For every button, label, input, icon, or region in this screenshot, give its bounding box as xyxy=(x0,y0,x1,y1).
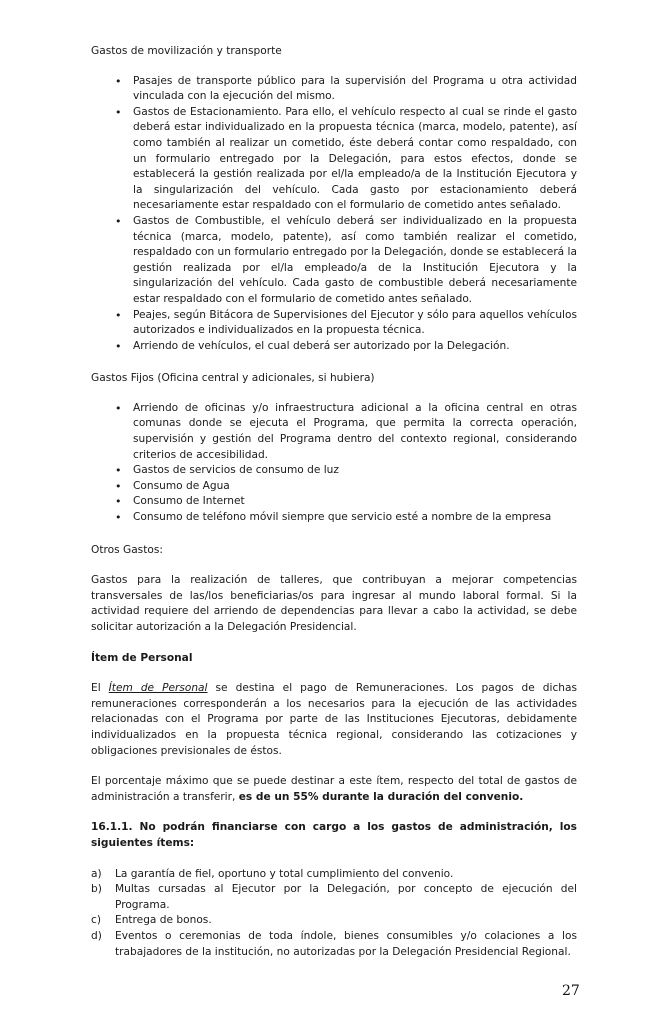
list-item: • Consumo de teléfono móvil siempre que servicio esté a nombre de la empresa xyxy=(91,510,577,526)
section-16-1-1-heading: 16.1.1. No podrán financiarse con cargo a los gastos de administración, los siguientes ítems: xyxy=(91,821,577,849)
list-item xyxy=(91,913,577,929)
personnel-p1-rest: se destina el pago de Remuneraciones. Los pagos de dichas remuneraciones corresponderán a los necesarios para la ejecución de las actividades relacionadas con el Programa por parte de las Instituciones Ejecutoras, debidamente individualizados en la propuesta técnica regional, considerando las cotizaciones y obligaciones previsionales de éstos. xyxy=(91,682,577,757)
list-item: • Gastos de Estacionamiento. Para ello, el vehículo respecto al cual se rinde el gasto deberá estar individualizado en la propuesta técnica (marca, modelo, patente), así como también al realizar un cometido, éste deberá contar como respaldado, con un formulario entregado por la Delegación, para estos efectos, donde se establecerá la gestión realizada por el/la empleado/a de la Institución Ejecutora y la singularización del vehículo. Cada gasto por estacionamiento deberá necesariamente estar respaldado con el formulario de cometido antes señalado. xyxy=(91,105,577,214)
personnel-paragraph-1 xyxy=(91,681,577,759)
transport-heading: Gastos de movilización y transporte xyxy=(91,45,282,57)
list-item: • Gastos de Combustible, el vehículo deberá ser individualizado en la propuesta técnica (marca, modelo, patente), así como también realizar el cometido, respaldado con un formulario entregado por la Delegación, donde se establecerá la gestión realizada por el/la empleado/a de la Institución Ejecutora y la singularización del vehículo. Cada gasto de combustible deberá necesariamente estar respaldado con el formulario de cometido antes señalado. xyxy=(91,214,577,308)
list-item-text: Eventos o ceremonias de toda índole, bienes consumibles y/o colaciones a los trabajadores de la institución, no autorizadas por la Delegación Presidencial Regional. xyxy=(115,929,577,958)
list-marker: a) xyxy=(91,867,102,880)
other-costs-paragraph: Gastos para la realización de talleres, que contribuyan a mejorar competencias transversales de las/los beneficiarias/os para ingresar al mundo laboral formal. Si la actividad requiere del arriendo de dependencias para llevar a cabo la actividad, se debe solicitar autorización a la Delegación Presidencial. xyxy=(91,574,577,633)
list-item: • Arriendo de oficinas y/o infraestructura adicional a la oficina central en otras comunas donde se ejecuta el Programa, que permita la correcta operación, supervisión y gestión del Programa dentro del contexto regional, considerando criterios de accesibilidad. xyxy=(91,401,577,463)
list-marker: c) xyxy=(91,914,101,927)
list-item-text: Entrega de bonos. xyxy=(115,914,212,927)
personnel-p1-prefix: El xyxy=(91,682,109,695)
list-item-text: Multas cursadas al Ejecutor por la Delegación, por concepto de ejecución del Programa. xyxy=(115,883,577,911)
personnel-p2-text: El porcentaje máximo que se puede destinar a este ítem, respecto del total de gastos de administración a transferir, xyxy=(91,775,577,803)
transport-list xyxy=(91,74,577,355)
personnel-heading: Ítem de Personal xyxy=(91,651,193,664)
list-item xyxy=(91,882,577,913)
exclusions-list xyxy=(91,867,577,961)
list-item: • Arriendo de vehículos, el cual deberá ser autorizado por la Delegación. xyxy=(91,339,577,355)
personnel-p2-bold: es de un 55% durante la duración del convenio. xyxy=(238,790,524,803)
list-item: • Consumo de Agua xyxy=(91,479,577,495)
other-costs-heading: Otros Gastos: xyxy=(91,543,163,556)
list-marker: d) xyxy=(91,929,102,942)
list-item: • Peajes, según Bitácora de Supervisiones del Ejecutor y sólo para aquellos vehículos autorizados e individualizados en la propuesta técnica. xyxy=(91,308,577,339)
list-item: • Consumo de Internet xyxy=(91,494,577,510)
fixed-costs-heading: Gastos Fijos (Oficina central y adicionales, si hubiera) xyxy=(91,372,375,385)
list-item: • Pasajes de transporte público para la supervisión del Programa u otra actividad vinculada con la ejecución del mismo. xyxy=(91,74,577,105)
page-number: 27 xyxy=(562,983,580,999)
list-marker: b) xyxy=(91,883,102,896)
page-content xyxy=(91,44,577,960)
list-item xyxy=(91,867,577,883)
personnel-paragraph-2 xyxy=(91,774,577,805)
personnel-term: Ítem de Personal xyxy=(108,682,208,695)
list-item-text: La garantía de fiel, oportuno y total cumplimiento del convenio. xyxy=(115,867,454,880)
list-item xyxy=(91,929,577,960)
list-item: • Gastos de servicios de consumo de luz xyxy=(91,463,577,479)
fixed-costs-list xyxy=(91,401,577,526)
